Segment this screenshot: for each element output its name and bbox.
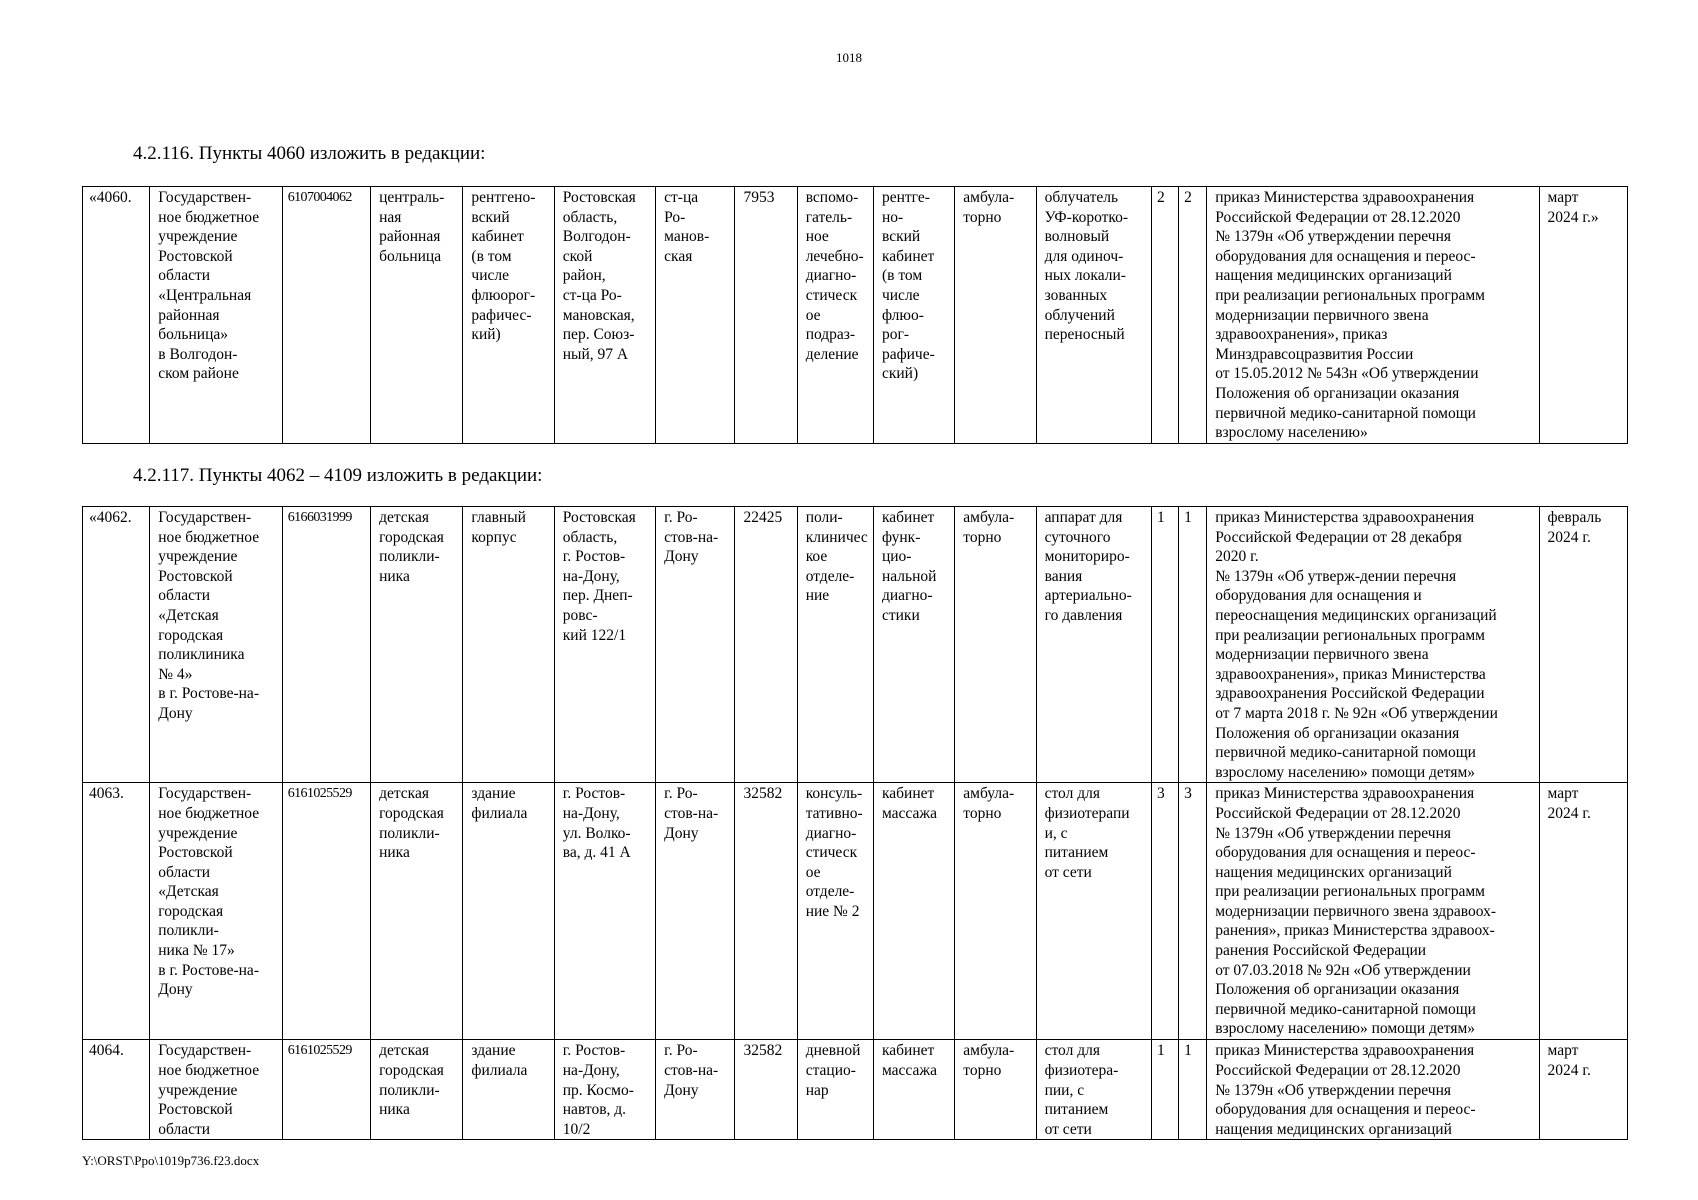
table-row — [83, 187, 1628, 444]
locality: ст-ца Ро- манов- ская — [656, 187, 735, 444]
section-heading-4-2-117: 4.2.117. Пункты 4062 – 4109 изложить в редакции: — [133, 465, 543, 486]
building: рентгено- вский кабинет (в том числе флюорог- рафичес- кий) — [463, 187, 554, 444]
file-path-footer: Y:\ORST\Ppo\1019p736.f23.docx — [82, 1153, 260, 1168]
department: дневной стацио- нар — [797, 1040, 873, 1140]
organization-type: детская городская поликли- ника — [371, 783, 463, 1040]
building: здание филиала — [463, 783, 554, 1040]
quantity-2: 1 — [1179, 1040, 1207, 1140]
legal-basis: приказ Министерства здравоохранения Российской Федерации от 28.12.2020 № 1379н «Об утверждении перечня оборудования для оснащения и переос- нащения медицинских организаций — [1207, 1040, 1539, 1140]
inn: 6166031999 — [282, 507, 370, 783]
address: Ростовская область, Волгодон- ской район, ст-ца Ро- мановская, пер. Союз- ный, 97 А — [554, 187, 655, 444]
equipment: стол для физиотерапи и, с питанием от сети — [1036, 783, 1151, 1040]
equipment: стол для физиотера- пии, с питанием от сети — [1036, 1040, 1151, 1140]
item-number: «4060. — [83, 187, 150, 444]
locality: г. Ро- стов-на- Дону — [656, 507, 735, 783]
legal-basis: приказ Министерства здравоохранения Российской Федерации от 28 декабря 2020 г. № 1379н «Об утверж-дении перечня оборудования для оснащения и переоснащения медицинских организаций при реализации региональных программ модернизации первичного звена здравоохранения», приказ Министерства здравоохранения Российской Федерации от 7 марта 2018 г. № 92н «Об утверждении Положения об организации оказания первичной медико-санитарной помощи взрослому населению» помощи детям» — [1207, 507, 1539, 783]
quantity-1: 1 — [1152, 507, 1179, 783]
date: март 2024 г. — [1539, 1040, 1628, 1140]
department: консуль- тативно- диагно- стическ ое отделе- ние № 2 — [797, 783, 873, 1040]
building: главный корпус — [463, 507, 554, 783]
inn: 6107004062 — [282, 187, 370, 444]
locality: г. Ро- стов-на- Дону — [656, 1040, 735, 1140]
quantity-1: 3 — [1152, 783, 1179, 1040]
inn: 6161025529 — [282, 783, 370, 1040]
quantity-1: 2 — [1152, 187, 1179, 444]
locality: г. Ро- стов-на- Дону — [656, 783, 735, 1040]
date: март 2024 г.» — [1539, 187, 1628, 444]
building: здание филиала — [463, 1040, 554, 1140]
legal-basis: приказ Министерства здравоохранения Российской Федерации от 28.12.2020 № 1379н «Об утверждении перечня оборудования для оснащения и переос- нащения медицинских организаций при реализации региональных программ модернизации первичного звена здравоох- ранения», приказ Министерства здравоох- ранения Российской Федерации от 07.03.2018 № 92н «Об утверждении Положения об организации оказания первичной медико-санитарной помощи взрослому населению» помощи детям» — [1207, 783, 1539, 1040]
item-number: «4062. — [83, 507, 150, 783]
address: г. Ростов- на-Дону, пр. Космо- навтов, д. 10/2 — [554, 1040, 655, 1140]
organization-type: детская городская поликли- ника — [371, 1040, 463, 1140]
room: кабинет функ- цио- нальной диагно- стики — [873, 507, 954, 783]
organization-name: Государствен- ное бюджетное учреждение Ростовской области — [150, 1040, 283, 1140]
room: рентге- но- вский кабинет (в том числе флюо- рог- рафиче- ский) — [873, 187, 954, 444]
quantity-2: 2 — [1179, 187, 1207, 444]
department: вспомо- гатель- ное лечебно- диагно- стическ ое подраз- деление — [797, 187, 873, 444]
address: г. Ростов- на-Дону, ул. Волко- ва, д. 41 А — [554, 783, 655, 1040]
date: февраль 2024 г. — [1539, 507, 1628, 783]
equipment: облучатель УФ-коротко- волновый для одиноч- ных локали- зованных облучений переносный — [1036, 187, 1151, 444]
department: поли- клиничес кое отделе- ние — [797, 507, 873, 783]
page-number: 1018 — [836, 50, 862, 65]
organization-type: детская городская поликли- ника — [371, 507, 463, 783]
organization-name: Государствен- ное бюджетное учреждение Ростовской области «Детская городская поликли- ника № 17» в г. Ростове-на- Дону — [150, 783, 283, 1040]
organization-name: Государствен- ное бюджетное учреждение Ростовской области «Центральная районная больница» в Волгодон- ском районе — [150, 187, 283, 444]
population: 32582 — [735, 783, 797, 1040]
table-row — [83, 783, 1628, 1040]
quantity-2: 1 — [1179, 507, 1207, 783]
population: 7953 — [735, 187, 797, 444]
population: 22425 — [735, 507, 797, 783]
legal-basis: приказ Министерства здравоохранения Российской Федерации от 28.12.2020 № 1379н «Об утверждении перечня оборудования для оснащения и переос- нащения медицинских организаций при реализации региональных программ модернизации первичного звена здравоохранения», приказ Минздравсоцразвития России от 15.05.2012 № 543н «Об утверждении Положения об организации оказания первичной медико-санитарной помощи взрослому населению» — [1207, 187, 1539, 444]
inn: 6161025529 — [282, 1040, 370, 1140]
quantity-2: 3 — [1179, 783, 1207, 1040]
care-form: амбула- торно — [955, 1040, 1036, 1140]
item-number: 4064. — [83, 1040, 150, 1140]
table-row — [83, 1040, 1628, 1140]
care-form: амбула- торно — [955, 783, 1036, 1040]
population: 32582 — [735, 1040, 797, 1140]
care-form: амбула- торно — [955, 187, 1036, 444]
organization-type: централь- ная районная больница — [371, 187, 463, 444]
room: кабинет массажа — [873, 1040, 954, 1140]
amendment-table-4060 — [82, 186, 1628, 444]
organization-name: Государствен- ное бюджетное учреждение Ростовской области «Детская городская поликлиника № 4» в г. Ростове-на- Дону — [150, 507, 283, 783]
section-heading-4-2-116: 4.2.116. Пункты 4060 изложить в редакции: — [133, 143, 486, 164]
date: март 2024 г. — [1539, 783, 1628, 1040]
equipment: аппарат для суточного мониториро- вания артериально- го давления — [1036, 507, 1151, 783]
item-number: 4063. — [83, 783, 150, 1040]
table-row — [83, 507, 1628, 783]
care-form: амбула- торно — [955, 507, 1036, 783]
room: кабинет массажа — [873, 783, 954, 1040]
address: Ростовская область, г. Ростов- на-Дону, пер. Днеп- ровс- кий 122/1 — [554, 507, 655, 783]
amendment-table-4062-4109 — [82, 506, 1628, 1140]
quantity-1: 1 — [1152, 1040, 1179, 1140]
